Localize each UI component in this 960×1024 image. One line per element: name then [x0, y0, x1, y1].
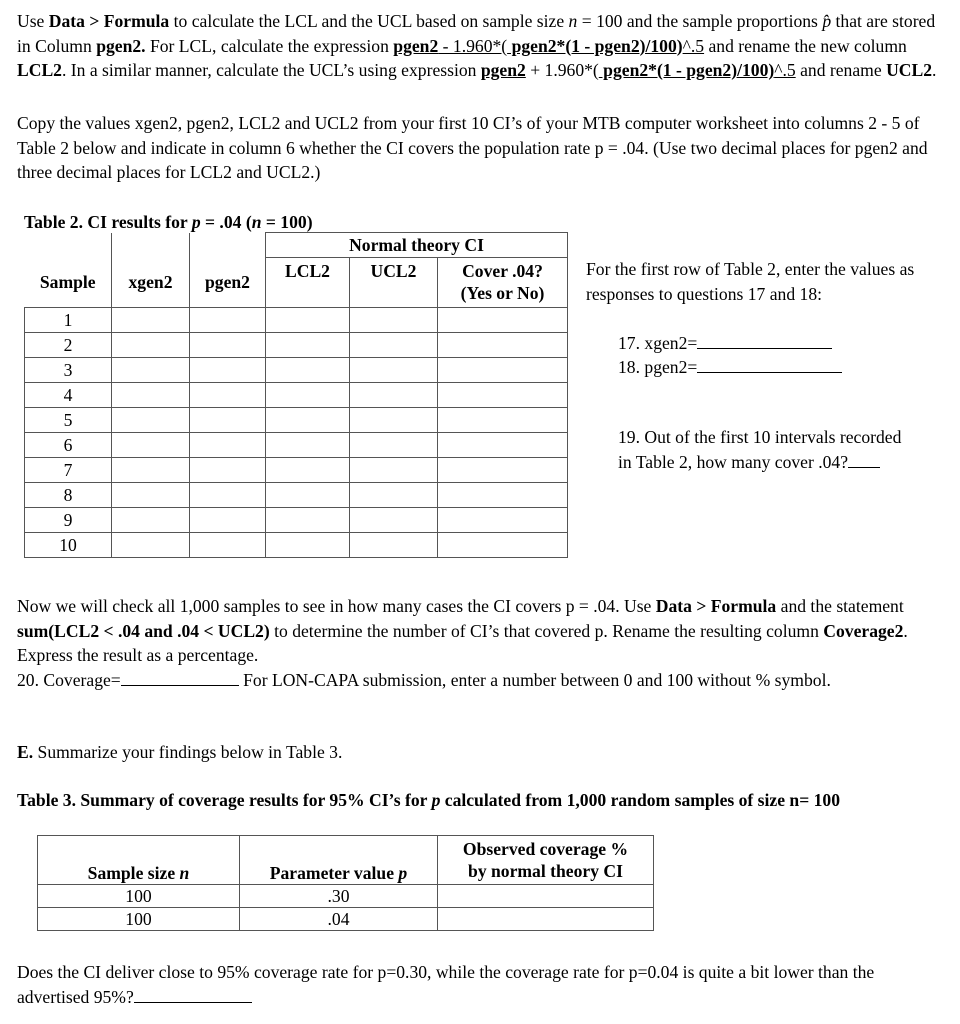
entry-cell[interactable] [190, 533, 266, 558]
table-row [25, 333, 568, 358]
entry-cell[interactable] [266, 408, 350, 433]
answer-20-blank[interactable] [121, 669, 239, 686]
entry-cell[interactable] [266, 433, 350, 458]
entry-cell[interactable] [266, 458, 350, 483]
table2-caption: Table 2. CI results for p = .04 (n = 100) [24, 212, 313, 232]
entry-cell[interactable] [350, 458, 438, 483]
final-question: Does the CI deliver close to 95% coverage rate for p=0.30, while the coverage rate for p=0.04 is quite a bit lower than the advertised 95%? [17, 962, 875, 1007]
entry-cell[interactable] [112, 433, 190, 458]
entry-cell[interactable] [112, 333, 190, 358]
question-19: 19. Out of the first 10 intervals recorded in Table 2, how many cover .04? [618, 427, 902, 472]
entry-cell[interactable] [438, 308, 568, 333]
sample-number-cell: 7 [25, 458, 112, 483]
entry-cell[interactable] [190, 308, 266, 333]
sample-size-cell: 100 [38, 908, 240, 931]
entry-cell[interactable] [438, 333, 568, 358]
entry-cell[interactable] [112, 533, 190, 558]
entry-cell[interactable] [190, 433, 266, 458]
answer-19-blank[interactable] [848, 451, 880, 468]
entry-cell[interactable] [190, 408, 266, 433]
question-18: 18. pgen2= [618, 355, 842, 380]
entry-cell[interactable] [266, 358, 350, 383]
header-pgen2: pgen2 [190, 233, 266, 308]
answer-17-blank[interactable] [697, 332, 832, 349]
entry-cell[interactable] [438, 483, 568, 508]
sample-number-cell: 9 [25, 508, 112, 533]
sample-number-cell: 6 [25, 433, 112, 458]
entry-cell[interactable] [266, 383, 350, 408]
sample-number-cell: 4 [25, 383, 112, 408]
entry-cell[interactable] [112, 308, 190, 333]
entry-cell[interactable] [438, 408, 568, 433]
sample-number-cell: 8 [25, 483, 112, 508]
table3-caption: Table 3. Summary of coverage results for 95% CI’s for p calculated from 1,000 random samples of size n= 100 [17, 790, 841, 810]
entry-cell[interactable] [190, 483, 266, 508]
header-parameter-value: Parameter value p [240, 836, 438, 885]
table-row [25, 533, 568, 558]
check-paragraph: Now we will check all 1,000 samples to see in how many cases the CI covers p = .04. Use Data > Formula and the statement sum(LCL2 < .04 and .04 < UCL2) to determine the number of CI’s that covered p. Rename the resulting column Coverage2. Express the result as a percentage. 20. Coverage= For LON-CAPA submission, enter a number between 0 and 100 without % symbol. [17, 596, 908, 690]
table-row [25, 508, 568, 533]
sample-number-cell: 1 [25, 308, 112, 333]
parameter-value-cell: .30 [240, 885, 438, 908]
final-answer-blank[interactable] [134, 986, 252, 1003]
entry-cell[interactable] [350, 308, 438, 333]
table-row [25, 308, 568, 333]
entry-cell[interactable] [266, 333, 350, 358]
entry-cell[interactable] [190, 358, 266, 383]
entry-cell[interactable] [112, 358, 190, 383]
entry-cell[interactable] [112, 458, 190, 483]
sample-number-cell: 2 [25, 333, 112, 358]
entry-cell[interactable] [190, 383, 266, 408]
parameter-value-cell: .04 [240, 908, 438, 931]
table-row [25, 358, 568, 383]
header-sample: Sample [25, 233, 112, 308]
header-observed-coverage: Observed coverage % by normal theory CI [438, 836, 654, 885]
table-row [38, 908, 654, 931]
header-sample-size: Sample size n [38, 836, 240, 885]
header-ucl2: UCL2 [350, 258, 438, 308]
table-row [25, 458, 568, 483]
entry-cell[interactable] [266, 508, 350, 533]
header-lcl2: LCL2 [266, 258, 350, 308]
entry-cell[interactable] [350, 333, 438, 358]
entry-cell[interactable] [438, 358, 568, 383]
entry-cell[interactable] [190, 333, 266, 358]
entry-cell[interactable] [438, 533, 568, 558]
table-row [38, 885, 654, 908]
entry-cell[interactable] [112, 508, 190, 533]
entry-cell[interactable] [350, 358, 438, 383]
entry-cell[interactable] [112, 383, 190, 408]
entry-cell[interactable] [350, 508, 438, 533]
section-e: E. Summarize your findings below in Table 3. [17, 742, 343, 762]
table-row [25, 433, 568, 458]
header-xgen2: xgen2 [112, 233, 190, 308]
header-cover: Cover .04? (Yes or No) [438, 258, 568, 308]
entry-cell[interactable] [438, 458, 568, 483]
copy-instructions: Copy the values xgen2, pgen2, LCL2 and UCL2 from your first 10 CI’s of your MTB computer worksheet into columns 2 - 5 of Table 2 below and indicate in column 6 whether the CI covers the population rate p = .04. (Use two decimal places for pgen2 and three decimal places for LCL2 and UCL2.) [17, 113, 928, 182]
answer-18-blank[interactable] [697, 356, 842, 373]
intro-paragraph: Use Data > Formula to calculate the LCL and the UCL based on sample size n = 100 and the sample proportions p̂ that are stored in Column pgen2. For LCL, calculate the expression pgen2 - 1.960*( pgen2*(1 - pgen2)/100)^.5 and rename the new column LCL2. In a similar manner, calculate the UCL’s using expression pgen2 + 1.960*( pgen2*(1 - pgen2)/100)^.5 and rename UCL2. [17, 11, 937, 80]
side-note: For the first row of Table 2, enter the values as responses to questions 17 and 18: [586, 259, 915, 304]
sample-number-cell: 10 [25, 533, 112, 558]
entry-cell[interactable] [112, 483, 190, 508]
sample-number-cell: 3 [25, 358, 112, 383]
table3 [37, 835, 654, 931]
entry-cell[interactable] [350, 483, 438, 508]
entry-cell[interactable] [266, 533, 350, 558]
table-row [25, 383, 568, 408]
entry-cell[interactable] [438, 433, 568, 458]
sample-number-cell: 5 [25, 408, 112, 433]
entry-cell[interactable] [190, 458, 266, 483]
entry-cell[interactable] [350, 408, 438, 433]
table-row [25, 408, 568, 433]
entry-cell[interactable] [266, 308, 350, 333]
entry-cell[interactable] [438, 508, 568, 533]
table2 [24, 232, 568, 558]
header-normal-theory-ci: Normal theory CI [266, 233, 568, 258]
entry-cell[interactable] [350, 533, 438, 558]
entry-cell[interactable] [266, 483, 350, 508]
coverage-cell[interactable] [438, 885, 654, 908]
coverage-cell[interactable] [438, 908, 654, 931]
sample-size-cell: 100 [38, 885, 240, 908]
entry-cell[interactable] [350, 433, 438, 458]
entry-cell[interactable] [438, 383, 568, 408]
question-17: 17. xgen2= [618, 331, 832, 356]
table-row [25, 483, 568, 508]
entry-cell[interactable] [190, 508, 266, 533]
entry-cell[interactable] [350, 383, 438, 408]
entry-cell[interactable] [112, 408, 190, 433]
